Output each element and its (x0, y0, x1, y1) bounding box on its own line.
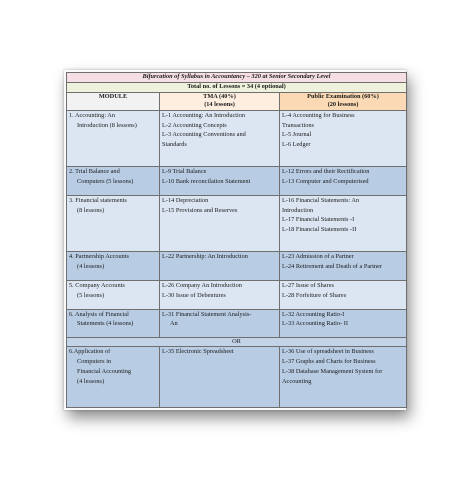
table-row (67, 252, 407, 281)
lesson-text: L-5 Journal (282, 131, 312, 139)
module-text: 1. Accounting: An (69, 111, 115, 119)
module-text: 5. Company Accounts (69, 281, 125, 289)
lesson-text: L-27 Issue of Shares (282, 281, 334, 289)
lesson-text: L-30 Issue of Debentures (162, 291, 226, 299)
module-cell (67, 252, 160, 281)
pub-cell (280, 252, 407, 281)
tma-cell (160, 280, 280, 309)
tma-cell (160, 309, 280, 338)
module-text: 4. Partnership Accounts (69, 253, 129, 261)
lesson-text: L-32 Accounting Ratio-I (282, 310, 345, 318)
module-text: (4 lessons) (77, 263, 105, 271)
header-pub-sub: (20 lessons) (327, 101, 359, 109)
module-text: 6.Application of (69, 348, 111, 356)
module-text: Introduction (8 lessons) (77, 121, 137, 129)
tma-cell (160, 195, 280, 251)
module-cell (67, 347, 160, 408)
header-public-exam (280, 93, 407, 110)
lesson-text: Accounting (282, 377, 312, 385)
module-cell (67, 110, 160, 166)
pub-cell (280, 110, 407, 166)
module-cell (67, 167, 160, 196)
table-row (67, 195, 407, 251)
lesson-text: L-15 Provisions and Reserves (162, 206, 238, 214)
lesson-text: L-1 Accounting: An Introduction (162, 111, 246, 119)
table-row (67, 280, 407, 309)
module-text: (5 lessons) (77, 291, 105, 299)
lesson-text: L-4 Accounting for Business (282, 111, 355, 119)
module-cell (67, 309, 160, 338)
lesson-text: Transactions (282, 121, 314, 129)
pub-cell (280, 347, 407, 408)
module-text: (8 lessons) (77, 206, 105, 214)
tma-cell (160, 167, 280, 196)
header-pub-label: Public Examination (60%) (307, 93, 379, 101)
lesson-text: L-3 Accounting Conventions and (162, 131, 246, 139)
or-divider: OR (67, 338, 407, 347)
module-text: 6. Analysis of Financial (69, 310, 129, 318)
table-row (67, 167, 407, 196)
table-row (67, 309, 407, 338)
header-tma-label: TMA (40%) (203, 93, 236, 101)
table-row (67, 347, 407, 408)
tma-cell (160, 347, 280, 408)
module-text: Financial Accounting (77, 367, 132, 375)
lesson-text: L-18 Financial Statements -II (282, 226, 357, 234)
lesson-text: L-16 Financial Statements: An (282, 196, 360, 204)
table-title: Bifurcation of Syllabus in Accountancy – 320 at Senior Secondary Level (67, 73, 407, 83)
lesson-text: L-6 Ledger (282, 141, 311, 149)
table-row (67, 110, 407, 166)
header-module-label: MODULE (98, 93, 128, 101)
lesson-text: L-10 Bank reconcilation Statement (162, 178, 251, 185)
pub-cell (280, 195, 407, 251)
lesson-text: L-36 Use of spreadsheet in Business (282, 348, 374, 356)
lesson-text: L-17 Financial Statements -I (282, 216, 355, 224)
lesson-text: Introduction (282, 206, 314, 214)
lesson-text: L-12 Errors and their Rectification (282, 168, 370, 176)
lesson-text: L-13 Computer and Computerised (282, 178, 369, 185)
pub-cell (280, 309, 407, 338)
module-cell (67, 280, 160, 309)
lesson-text: L-26 Company An Introduction (162, 281, 242, 289)
lesson-text: L-38 Database Management System for (282, 367, 383, 375)
lesson-text: L-2 Accounting Concepts (162, 121, 227, 129)
lesson-text: L-35 Electronic Spreadsheet (162, 348, 234, 356)
pub-cell (280, 167, 407, 196)
lesson-text: An (170, 320, 178, 328)
lesson-text: L-33 Accounting Ratio- II (282, 320, 348, 328)
tma-cell (160, 252, 280, 281)
lesson-text: L-31 Financial Statement Analysis- (162, 310, 252, 318)
lesson-text: L-22 Partnership: An Introduction (162, 253, 248, 261)
header-tma (160, 93, 280, 110)
total-lessons: Total no. of Lessons = 34 (4 optional) (67, 83, 407, 93)
lesson-text: L-9 Trial Balance (162, 168, 207, 176)
module-cell (67, 195, 160, 251)
module-text: Computers in (77, 358, 112, 366)
lesson-text: L-28 Forfeiture of Shares (282, 291, 347, 299)
syllabus-table (66, 72, 407, 408)
module-text: 3. Financial statements (69, 196, 127, 204)
module-text: Computers (5 lessons) (77, 178, 134, 185)
header-tma-sub: (14 lessons) (204, 101, 235, 109)
lesson-text: L-14 Depreciation (162, 196, 209, 204)
lesson-text: Standards (162, 141, 187, 149)
module-text: (4 lessons) (77, 377, 105, 385)
tma-cell (160, 110, 280, 166)
pub-cell (280, 280, 407, 309)
header-module (67, 93, 160, 110)
lesson-text: L-24 Retirement and Death of a Partner (282, 263, 383, 271)
lesson-text: L-23 Admission of a Partner (282, 253, 354, 261)
module-text: Statements (4 lessons) (77, 320, 134, 328)
lesson-text: L-37 Graphs and Charts for Business (282, 358, 376, 366)
module-text: 2. Trial Balance and (69, 168, 120, 176)
